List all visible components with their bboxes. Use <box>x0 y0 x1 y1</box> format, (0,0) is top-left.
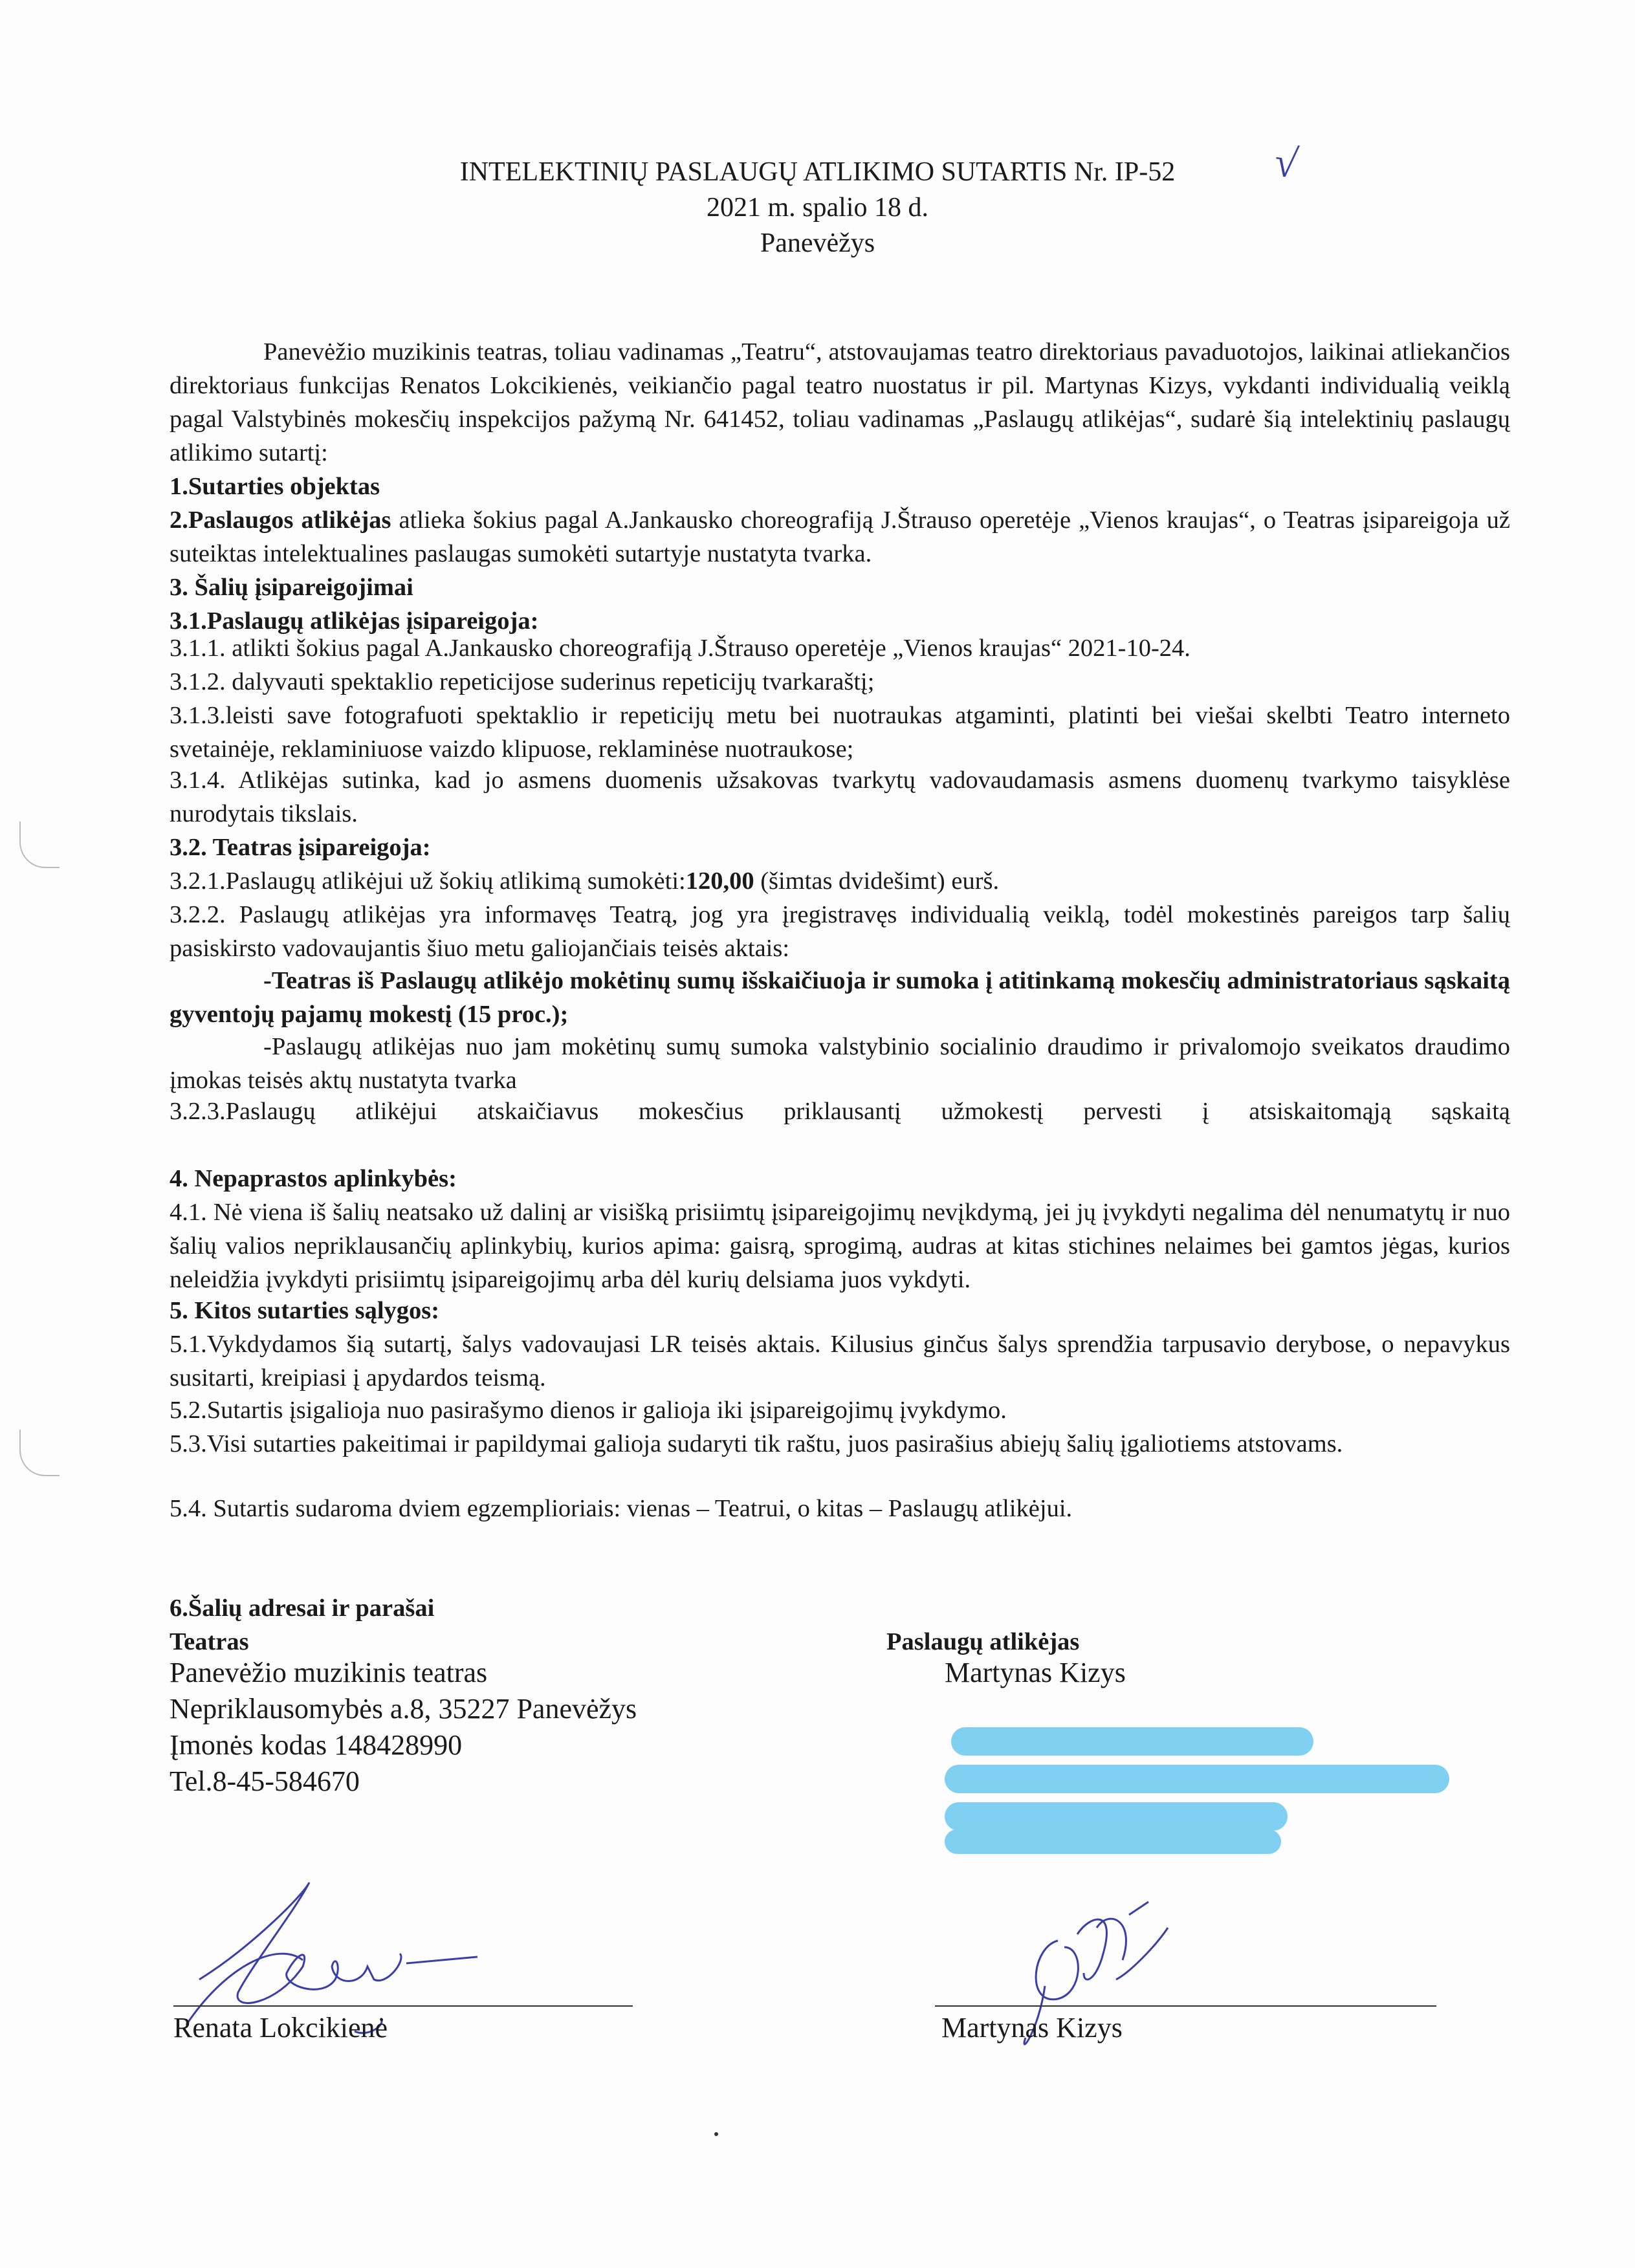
scan-dot <box>714 2132 718 2136</box>
redacted-personal-data <box>945 1727 1462 1857</box>
signatory-right-name: Martynas Kizys <box>941 2012 1123 2044</box>
payment-amount: 120,00 <box>685 867 754 895</box>
section-4-heading: 4. Nepaprastos aplinkybės: <box>170 1165 457 1192</box>
clause-3-1-4: 3.1.4. Atlikėjas sutinka, kad jo asmens duomenis užsakovas tvarkytų vadovaudamasis asmens duomenų tvarkymo taisyklėse nurodytais tikslais. <box>170 767 1510 827</box>
section-2-paragraph <box>170 503 1510 571</box>
section-3-heading: 3. Šalių įsipareigojimai <box>170 574 413 601</box>
clause-3-2-1-text: 3.2.1.Paslaugų atlikėjui už šokių atlikimą sumokėti: <box>170 867 686 895</box>
punch-hole-mark <box>19 1430 60 1476</box>
document-title: INTELEKTINIŲ PASLAUGŲ ATLIKIMO SUTARTIS Nr. IP-52 <box>459 157 1176 187</box>
document-date: 2021 m. spalio 18 d. <box>707 193 928 223</box>
clause-5-3: 5.3.Visi sutarties pakeitimai ir papildymai galioja sudaryti tik raštu, juos pasirašius abiejų šalių įgaliotiems atstovams. <box>170 1430 1343 1457</box>
tax-bullet-1: -Teatras iš Paslaugų atlikėjo mokėtinų sumų išskaičiuoja ir sumoka į atitinkamą mokesčių administratoriaus sąskaitą gyventojų pajamų mokestį (15 proc.); <box>170 967 1510 1028</box>
check-mark: √ <box>1271 138 1300 188</box>
theatre-label: Teatras <box>170 1628 249 1655</box>
section-2-text: atlieka šokius pagal A.Jankausko choreografiją J.Štrauso operetėje „Vienos kraujas“, o Teatras įsipareigoja už suteiktas intelektualines paslaugas sumokėti sutartyje nustatyta tvarka. <box>170 507 1510 567</box>
section-6-heading: 6.Šalių adresai ir parašai <box>170 1595 435 1622</box>
section-3-1-heading: 3.1.Paslaugų atlikėjas įsipareigoja: <box>170 607 539 635</box>
clause-4-1: 4.1. Nė viena iš šalių neatsako už dalinį ar visišką prisiimtų įsipareigojimų nevįkdymą, jei jų įvykdyti negalima dėl nenumatytų ir nuo šalių valios nepriklausančių aplinkybių, kurios apima: gaisrą, sprogimą, audras at kitas stichines nelaimes bei gamtos jėgas, kurios neleidžia įvykdyti prisiimtų įsipareigojimų arba dėl kurių delsiama juos vykdyti. <box>170 1199 1510 1293</box>
clause-3-1-1: 3.1.1. atlikti šokius pagal A.Jankausko choreografiją J.Štrauso operetėje „Vienos kraujas“ 2021-10-24. <box>170 635 1191 662</box>
theatre-name: Panevėžio muzikinis teatras <box>170 1657 488 1688</box>
clause-3-2-2: 3.2.2. Paslaugų atlikėjas yra informavęs Teatrą, jog yra įregistravęs individualią veiklą, todėl mokestinės pareigos tarp šalių pasiskirsto vadovaujantis šiuo metu galiojančiais teisės aktais: <box>170 901 1510 962</box>
signature-left-icon <box>173 1870 523 2089</box>
signatory-left-name: Renata Lokcikienė <box>173 2012 388 2044</box>
punch-hole-mark <box>19 822 60 868</box>
clause-3-2-1 <box>170 864 999 898</box>
theatre-address: Nepriklausomybės a.8, 35227 Panevėžys <box>170 1693 637 1725</box>
performer-label: Paslaugų atlikėjas <box>886 1628 1080 1655</box>
theatre-company-code: Įmonės kodas 148428990 <box>170 1729 463 1761</box>
section-3-2-heading: 3.2. Teatras įsipareigoja: <box>170 834 431 861</box>
tax-bullet-2: -Paslaugų atlikėjas nuo jam mokėtinų sumų sumoka valstybinio socialinio draudimo ir privalomojo sveikatos draudimo įmokas teisės aktų nustatyta tvarka <box>170 1033 1510 1094</box>
section-5-heading: 5. Kitos sutarties sąlygos: <box>170 1297 440 1324</box>
clause-5-2: 5.2.Sutartis įsigalioja nuo pasirašymo dienos ir galioja iki įsipareigojimų įvykdymo. <box>170 1397 1007 1424</box>
section-2-lead: 2.Paslaugos atlikėjas <box>170 507 391 534</box>
document-city: Panevėžys <box>760 228 875 258</box>
section-1-heading: 1.Sutarties objektas <box>170 473 380 500</box>
clause-5-1: 5.1.Vykdydamos šią sutartį, šalys vadovaujasi LR teisės aktais. Kilusius ginčus šalys sprendžia tarpusavio derybose, o nepavykus susitarti, kreipiasi į apydardos teismą. <box>170 1331 1510 1391</box>
clause-3-2-1-words: (šimtas dvidešimt) eurš. <box>754 867 1000 895</box>
clause-3-1-2: 3.1.2. dalyvauti spektaklio repeticijose suderinus repeticijų tvarkaraštį; <box>170 668 875 695</box>
theatre-phone: Tel.8-45-584670 <box>170 1765 360 1797</box>
clause-5-4: 5.4. Sutartis sudaroma dviem egzemplioriais: vienas – Teatrui, o kitas – Paslaugų atlikėjui. <box>170 1495 1073 1522</box>
performer-name: Martynas Kizys <box>945 1657 1126 1688</box>
clause-3-1-3: 3.1.3.leisti save fotografuoti spektaklio ir repeticijų metu bei nuotraukas atgaminti, platinti bei viešai skelbti Teatro interneto svetainėje, reklaminiuose vaizdo klipuose, reklaminėse nuotraukose; <box>170 702 1510 763</box>
intro-paragraph: Panevėžio muzikinis teatras, toliau vadinamas „Teatru“, atstovaujamas teatro direktoriaus pavaduotojos, laikinai atliekančios direktoriaus funkcijas Renatos Lokcikienės, veikiančio pagal teatro nuostatus ir pil. Martynas Kizys, vykdanti individualią veiklą pagal Valstybinės mokesčių inspekcijos pažymą Nr. 641452, toliau vadinamas „Paslaugų atlikėjas“, sudarė šią intelektinių paslaugų atlikimo sutartį: <box>170 338 1510 466</box>
clause-3-2-3: 3.2.3.Paslaugų atlikėjui atskaičiavus mokesčius priklausantį užmokestį pervesti į atsiskaitomąją sąskaitą <box>170 1098 1510 1125</box>
signature-right-icon <box>987 1889 1207 2096</box>
